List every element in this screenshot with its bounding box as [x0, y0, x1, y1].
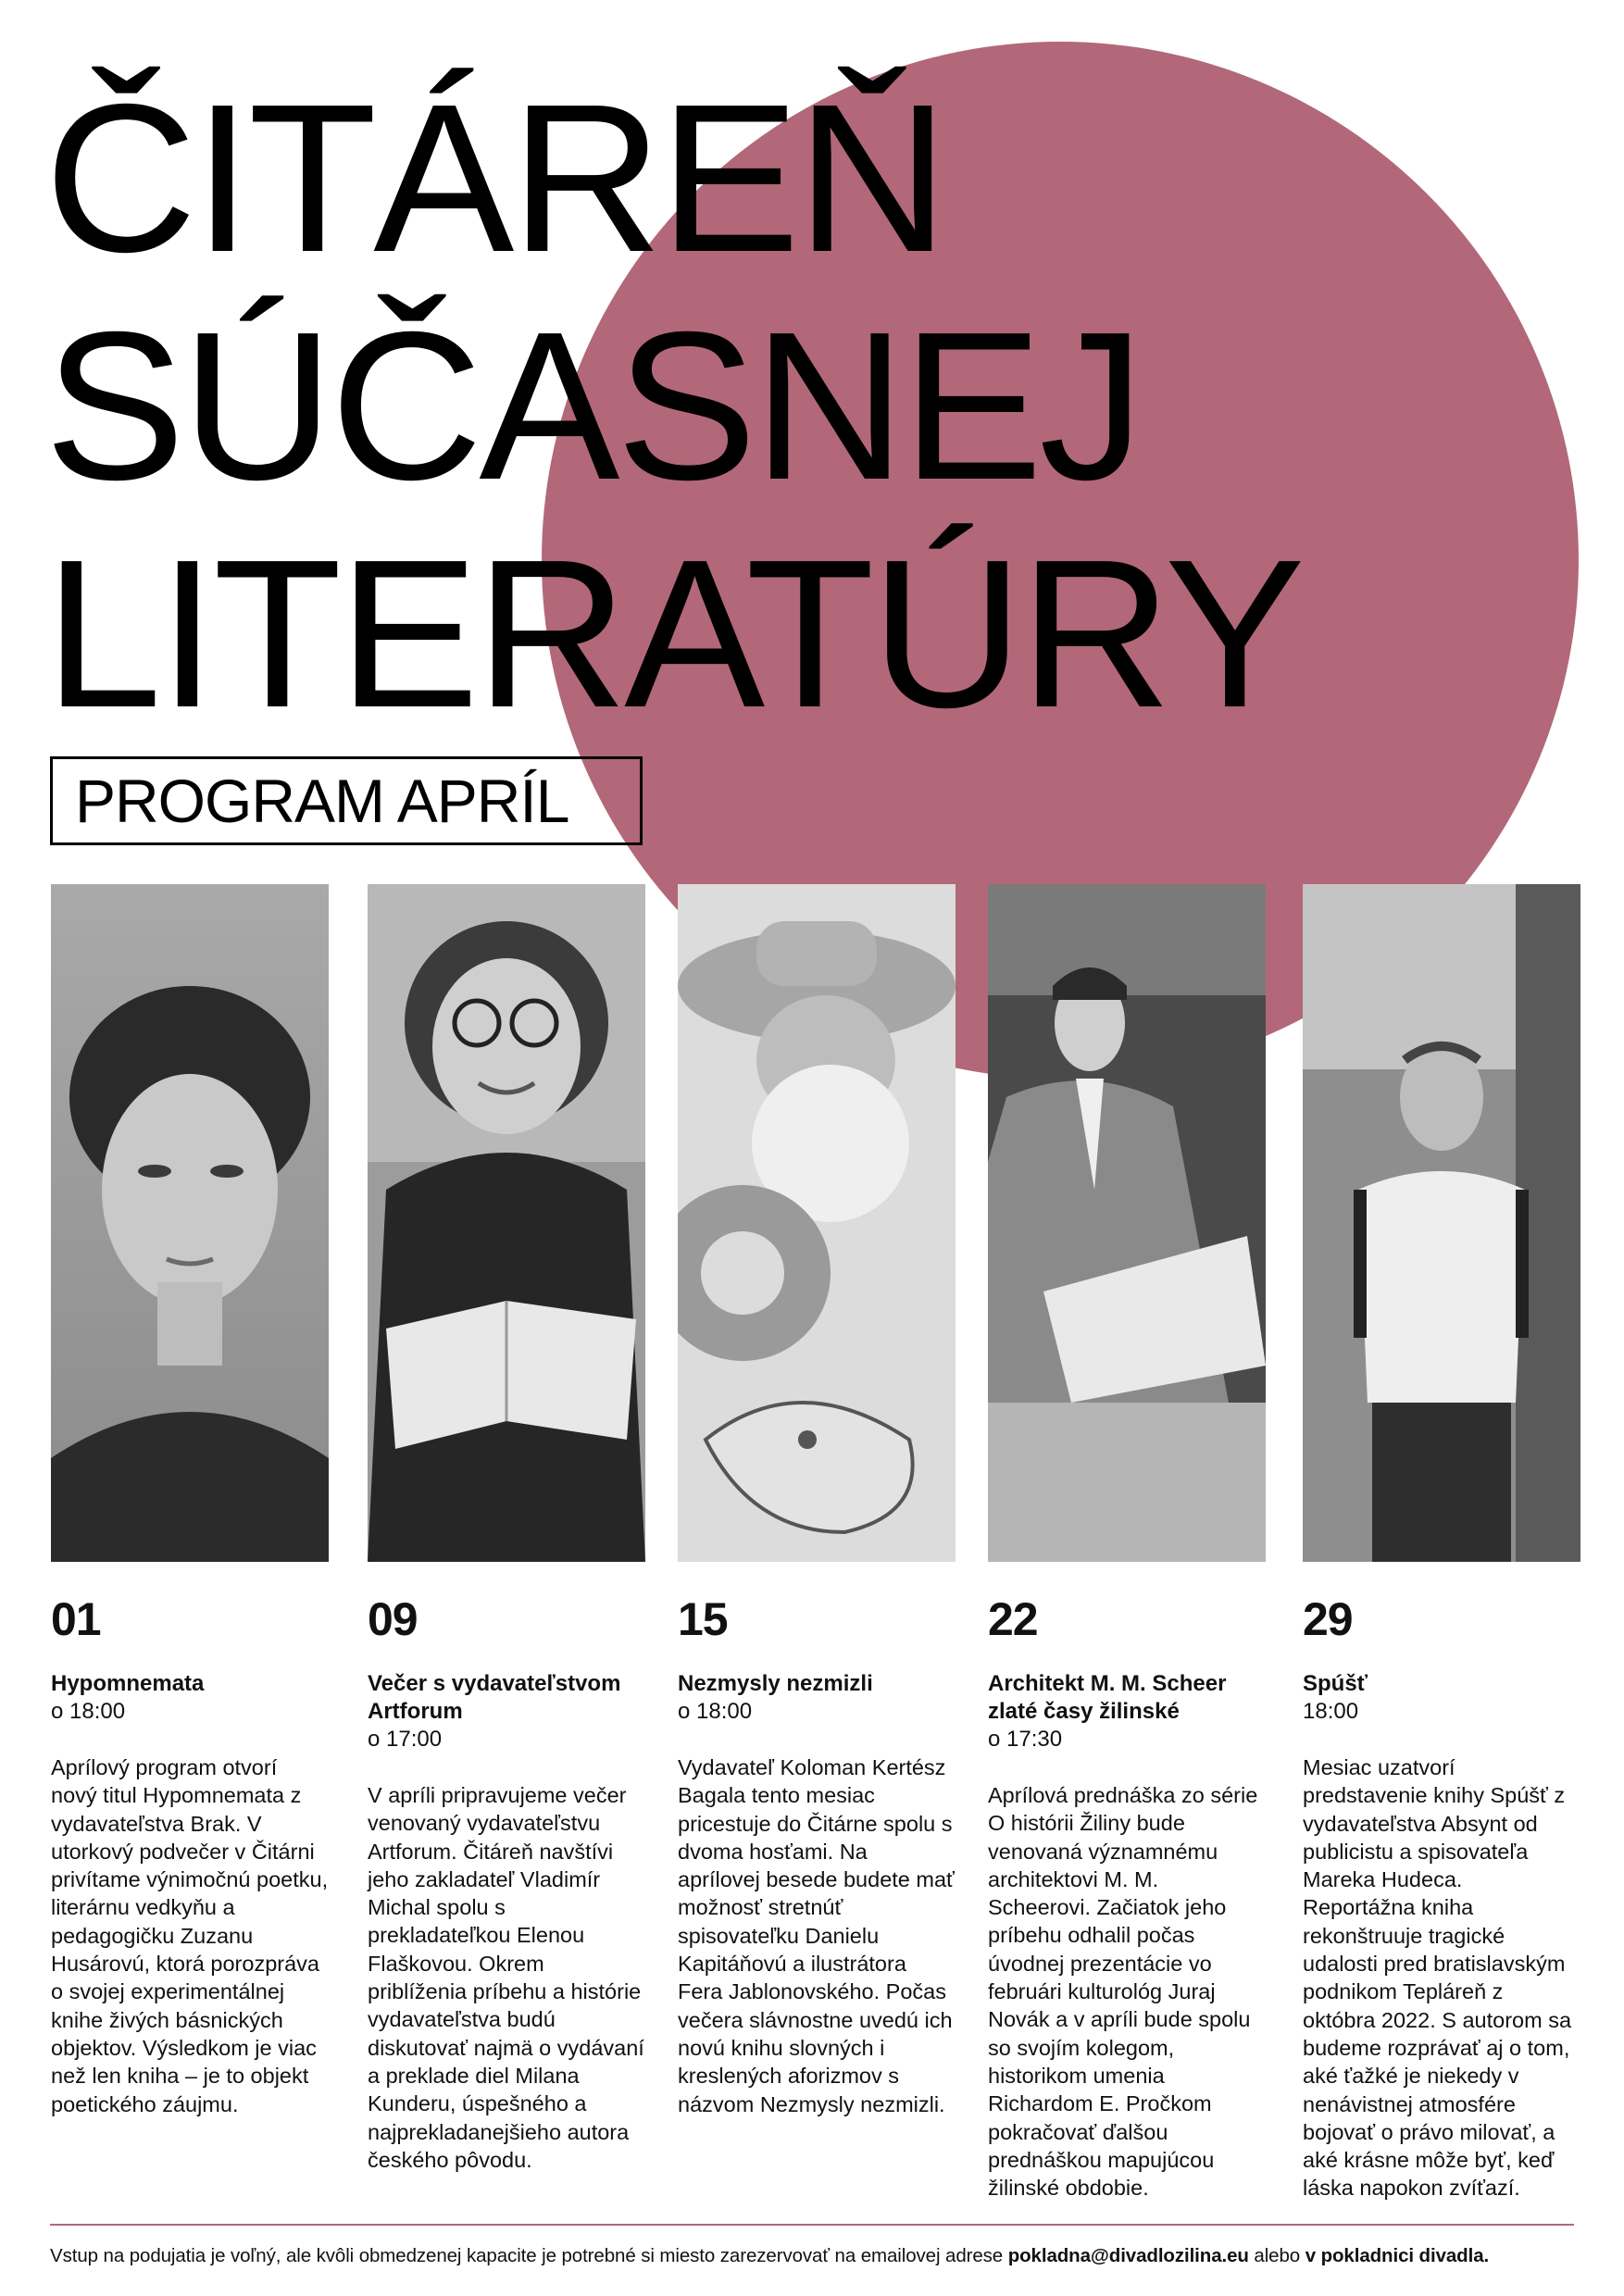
title-line-2: SÚČASNEJ — [44, 289, 1142, 524]
footer-text: Vstup na podujatia je voľný, ale kvôli obmedzenej kapacite je potrebné si miesto zarezervovať na emailovej adrese — [50, 2245, 1008, 2266]
event-date: 01 — [51, 1593, 101, 1645]
event-time: o 17:00 — [368, 1727, 443, 1752]
event-photo-5 — [1303, 884, 1580, 1562]
footer-note — [50, 2244, 1578, 2268]
event-time: 18:00 — [1303, 1699, 1359, 1724]
event-date: 22 — [988, 1593, 1038, 1645]
event-description: Vydavateľ Koloman Kertész Bagala tento mesiac pricestuje do Čitárne spolu s dvoma hosťami. Na aprílovej besede budete mať možnosť stretnúť spisovateľku Danielu Kapitáňovú a ilustrátora Fera Jablonovského. Počas večera slávnostne uvedú ich novú knihu slovných i kreslených aforizmov s názvom Nezmysly nezmizli. — [678, 1755, 955, 2116]
event-photo-1 — [51, 884, 329, 1562]
event-date: 29 — [1303, 1593, 1353, 1645]
title-line-1: ČITÁREŇ — [44, 61, 945, 296]
poster-title — [44, 61, 1302, 752]
event-column-1 — [51, 884, 329, 2118]
footer-box-office: v pokladnici divadla. — [1305, 2245, 1490, 2266]
title-line-3: LITERATÚRY — [44, 517, 1302, 752]
event-description: Mesiac uzatvorí predstavenie knihy Spúšť z vydavateľstva Absynt od publicistu a spisovateľa Mareka Hudeca. Reportážna kniha rekonštruuje tragické udalosti pred bratislavským podnikom Tepláreň z októbra 2022. S autorom sa budeme rozprávať aj o tom, aké ťažké je niekedy v nenávistnej atmosfére bojovať o právo milovať, a aké krásne môže byť, keď láska napokon zvíťazí. — [1303, 1755, 1572, 2201]
event-date: 15 — [678, 1593, 728, 1645]
event-photo-2 — [368, 884, 645, 1562]
footer-middle-text: alebo — [1248, 2245, 1305, 2266]
portrait-young-man-photo — [1303, 884, 1580, 1562]
program-label: PROGRAM APRÍL — [50, 756, 643, 845]
event-time: o 18:00 — [678, 1699, 753, 1724]
footer-email-link[interactable]: pokladna@divadlozilina.eu — [1007, 2245, 1249, 2266]
event-title: Večer s vydavateľstvom Artforum — [368, 1671, 621, 1724]
portrait-woman-glasses-photo — [368, 884, 645, 1562]
event-description: V apríli pripravujeme večer venovaný vydavateľstvu Artforum. Čitáreň navštívi jeho zakladateľ Vladimír Michal spolu s prekladateľkou Elenou Flaškovou. Okrem priblíženia príbehu a histórie vydavateľstva budú diskutovať najmä o vydávaní a preklade diel Milana Kunderu, úspešného a najprekladanejšieho autora českého pôvodu. — [368, 1783, 644, 2172]
event-time: o 17:30 — [988, 1727, 1063, 1752]
footer-divider — [50, 2224, 1574, 2226]
event-title: Spúšť — [1303, 1671, 1368, 1696]
historical-man-photo — [988, 884, 1266, 1562]
event-time: o 18:00 — [51, 1699, 126, 1724]
event-column-3 — [678, 884, 956, 2118]
event-description: Aprílová prednáška zo série O histórii Žiliny bude venovaná významnému architektovi M. M. Scheerovi. Začiatok jeho príbehu odhalil počas úvodnej prezentácie vo februári kulturológ Juraj Novák a v apríli bude spolu so svojím kolegom, historikom umenia Richardom E. Pročkom pokračovať ďalšou prednáškou mapujúcou žilinské obdobie. — [988, 1783, 1258, 2201]
event-photo-4 — [988, 884, 1266, 1562]
event-column-2 — [368, 884, 645, 2174]
event-column-5 — [1303, 884, 1580, 2202]
event-title: Nezmysly nezmizli — [678, 1671, 873, 1696]
portrait-bearded-man-photo — [678, 884, 956, 1562]
event-title: Architekt M. M. Scheer zlaté časy žilinské — [988, 1671, 1227, 1724]
event-photo-3 — [678, 884, 956, 1562]
event-column-4 — [988, 884, 1266, 2202]
event-date: 09 — [368, 1593, 418, 1645]
event-title: Hypomnemata — [51, 1671, 205, 1696]
event-description: Aprílový program otvorí nový titul Hypomnemata z vydavateľstva Brak. V utorkový podvečer v Čitárni privítame výnimočnú poetku, literárnu vedkyňu a pedagogičku Zuzanu Husárovú, ktorá porozpráva o svojej experimentálnej knihe živých básnických objektov. Výsledkom je viac než len kniha – je to objekt poetického záujmu. — [51, 1755, 329, 2116]
portrait-woman-photo — [51, 884, 329, 1562]
